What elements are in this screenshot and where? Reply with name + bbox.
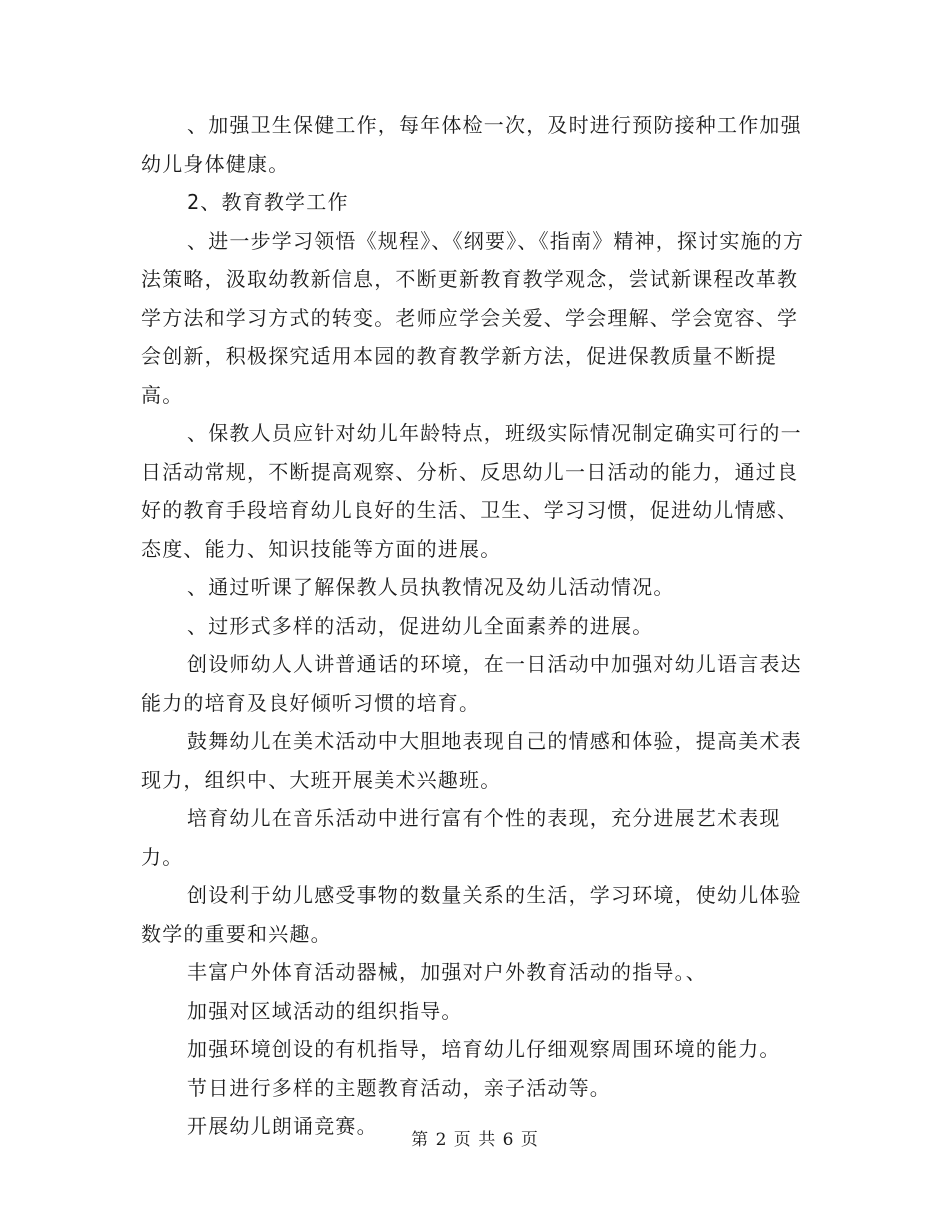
paragraph-daily-routine: 、保教人员应针对幼儿年龄特点，班级实际情况制定确实可行的一日活动常规，不断提高观察、分析、反思幼儿一日活动的能力，通过良好的教育手段培育幼儿良好的生活、卫生、学习习惯，促进幼儿情感、态度、能力、知识技能等方面的进展。 xyxy=(141,421,802,561)
paragraph-art-activities: 鼓舞幼儿在美术活动中大胆地表现自己的情感和体验，提高美术表现力，组织中、大班开展美术兴趣班。 xyxy=(141,729,802,792)
paragraph-lesson-observation: 、通过听课了解保教人员执教情况及幼儿活动情况。 xyxy=(187,575,675,599)
paragraph-festival-activities: 节日进行多样的主题教育活动，亲子活动等。 xyxy=(187,1075,611,1100)
section-heading-teaching: 2、教育教学工作 xyxy=(187,190,349,214)
paragraph-math-environment: 创设利于幼儿感受事物的数量关系的生活，学习环境，使幼儿体验数学的重要和兴趣。 xyxy=(141,883,802,946)
paragraph-area-activities: 加强对区域活动的组织指导。 xyxy=(187,998,463,1023)
paragraph-recitation-contest: 开展幼儿朗诵竞赛。 xyxy=(187,1114,378,1138)
paragraph-outdoor-sports: 丰富户外体育活动器械，加强对户外教育活动的指导。、 xyxy=(187,960,707,984)
document-body xyxy=(141,106,806,1146)
paragraph-diverse-activities: 、过形式多样的活动，促进幼儿全面素养的进展。 xyxy=(187,613,654,638)
paragraph-mandarin-environment: 创设师幼人人讲普通话的环境，在一日活动中加强对幼儿语言表达能力的培育及良好倾听习惯的培育。 xyxy=(141,652,802,715)
paragraph-environment-creation: 加强环境创设的有机指导，培育幼儿仔细观察周围环境的能力。 xyxy=(187,1037,781,1061)
paragraph-health-care: 、加强卫生保健工作，每年体检一次，及时进行预防接种工作加强幼儿身体健康。 xyxy=(141,113,802,176)
paragraph-study-guidelines: 、进一步学习领悟《规程》、《纲要》、《指南》精神，探讨实施的方法策略，汲取幼教新信息，不断更新教育教学观念，尝试新课程改革教学方法和学习方式的转变。老师应学会关爱、学会理解、学会宽容、学会创新，积极探究适用本园的教育教学新方法，促进保教质量不断提高。 xyxy=(141,228,805,407)
paragraph-music-activities: 培育幼儿在音乐活动中进行富有个性的表现，充分进展艺术表现力。 xyxy=(141,806,781,869)
page-number-footer: 第 2 页 共 6 页 xyxy=(411,1130,539,1150)
